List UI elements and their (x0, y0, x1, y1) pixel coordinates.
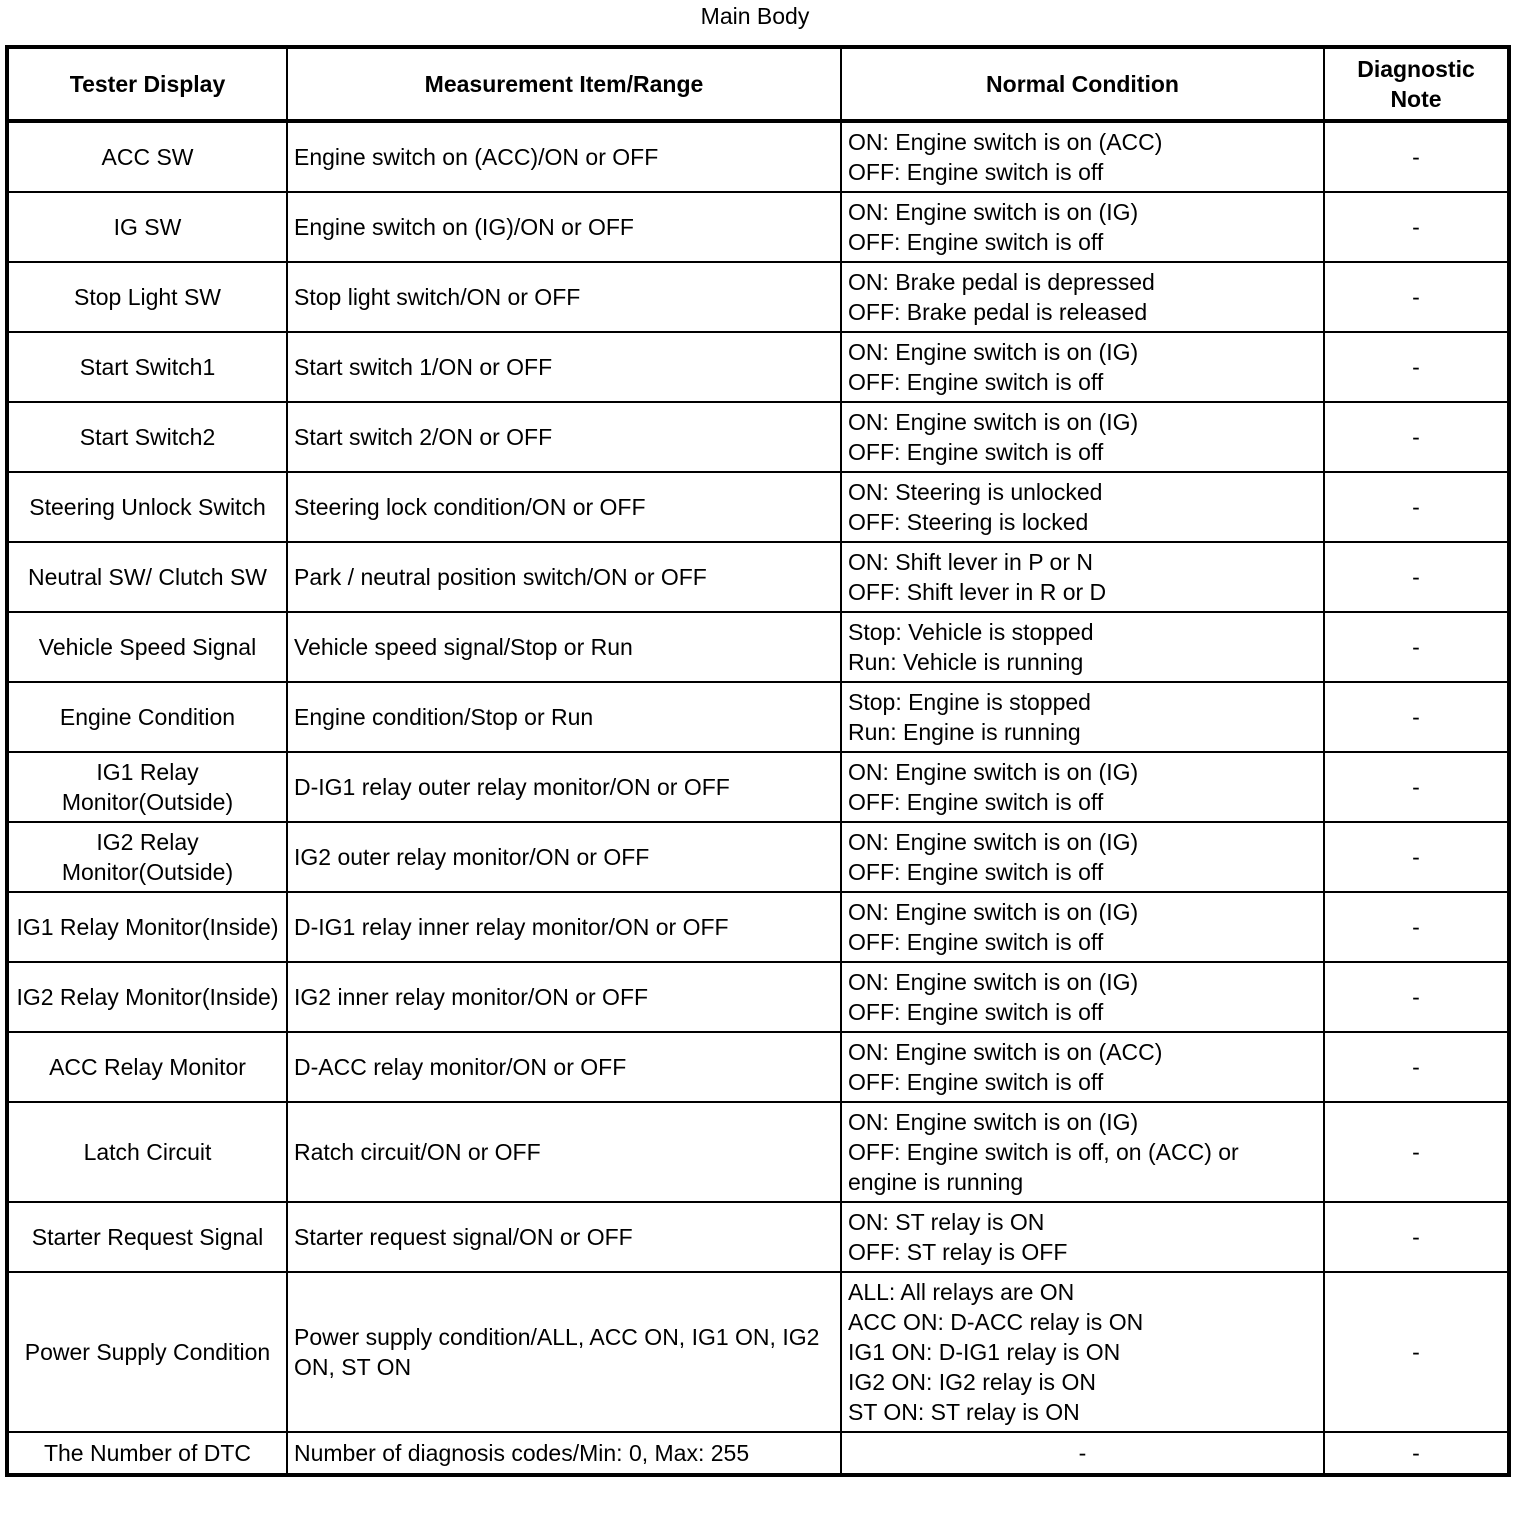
normal-condition-cell (841, 192, 1324, 262)
measurement-item-cell: IG2 outer relay monitor/ON or OFF (287, 822, 841, 892)
condition-line: OFF: Engine switch is off (848, 439, 1104, 465)
measurement-item-cell: D-IG1 relay inner relay monitor/ON or OFF (287, 892, 841, 962)
measurement-item-cell: Ratch circuit/ON or OFF (287, 1102, 841, 1202)
tester-display-cell: IG2 Relay Monitor(Inside) (7, 962, 287, 1032)
diagnostic-note-cell: - (1324, 1272, 1509, 1432)
condition-line: ON: Engine switch is on (IG) (848, 409, 1139, 435)
condition-line: - (1078, 1440, 1087, 1466)
tester-display-cell: Latch Circuit (7, 1102, 287, 1202)
normal-condition-cell (841, 682, 1324, 752)
condition-line: ON: Engine switch is on (IG) (848, 899, 1139, 925)
condition-line: IG2 ON: IG2 relay is ON (848, 1369, 1096, 1395)
table-body (7, 121, 1509, 1475)
normal-condition-cell (841, 1202, 1324, 1272)
header-diagnostic-note-line2: Note (1390, 86, 1442, 112)
condition-line: ON: Engine switch is on (IG) (848, 759, 1139, 785)
table-caption: Main Body (700, 3, 810, 29)
table-row (7, 402, 1509, 472)
condition-line: Stop: Engine is stopped (848, 689, 1091, 715)
normal-condition-cell (841, 1032, 1324, 1102)
table-row (7, 1272, 1509, 1432)
normal-condition-cell (841, 1102, 1324, 1202)
table-row (7, 1432, 1509, 1475)
header-tester-display: Tester Display (7, 47, 287, 121)
condition-line: OFF: ST relay is OFF (848, 1239, 1068, 1265)
header-normal-condition: Normal Condition (841, 47, 1324, 121)
measurement-item-cell: Vehicle speed signal/Stop or Run (287, 612, 841, 682)
measurement-item-cell: Start switch 1/ON or OFF (287, 332, 841, 402)
measurement-item-cell: Starter request signal/ON or OFF (287, 1202, 841, 1272)
normal-condition-cell (841, 612, 1324, 682)
normal-condition-cell (841, 262, 1324, 332)
condition-line: ON: Brake pedal is depressed (848, 269, 1155, 295)
normal-condition-cell (841, 822, 1324, 892)
header-diagnostic-note (1324, 47, 1509, 121)
measurement-item-cell: IG2 inner relay monitor/ON or OFF (287, 962, 841, 1032)
table-row (7, 892, 1509, 962)
tester-display-cell: IG SW (7, 192, 287, 262)
measurement-item-cell: Steering lock condition/ON or OFF (287, 472, 841, 542)
condition-line: ACC ON: D-ACC relay is ON (848, 1309, 1144, 1335)
condition-line: Run: Vehicle is running (848, 649, 1084, 675)
normal-condition-cell (841, 892, 1324, 962)
measurement-item-cell: Engine switch on (IG)/ON or OFF (287, 192, 841, 262)
diagnostic-note-cell: - (1324, 962, 1509, 1032)
measurement-item-cell: Engine switch on (ACC)/ON or OFF (287, 121, 841, 192)
diagnostic-note-cell: - (1324, 121, 1509, 192)
tester-display-cell: Start Switch1 (7, 332, 287, 402)
diagnostic-note-cell: - (1324, 892, 1509, 962)
tester-display-cell: Vehicle Speed Signal (7, 612, 287, 682)
normal-condition-cell (841, 472, 1324, 542)
diagnostic-note-cell: - (1324, 542, 1509, 612)
table-row (7, 192, 1509, 262)
diagnostic-note-cell: - (1324, 472, 1509, 542)
condition-line: ON: Steering is unlocked (848, 479, 1103, 505)
condition-line: OFF: Brake pedal is released (848, 299, 1148, 325)
tester-display-cell: The Number of DTC (7, 1432, 287, 1475)
header-row (7, 47, 1509, 121)
condition-line: ON: Engine switch is on (IG) (848, 1109, 1139, 1135)
table-row (7, 1102, 1509, 1202)
tester-display-cell: ACC Relay Monitor (7, 1032, 287, 1102)
table-row (7, 682, 1509, 752)
condition-line: OFF: Engine switch is off (848, 229, 1104, 255)
condition-line: ALL: All relays are ON (848, 1279, 1075, 1305)
condition-line: ON: Engine switch is on (IG) (848, 339, 1139, 365)
diagnostic-note-cell: - (1324, 1202, 1509, 1272)
condition-line: OFF: Engine switch is off (848, 789, 1104, 815)
normal-condition-cell (841, 332, 1324, 402)
table-row (7, 472, 1509, 542)
normal-condition-cell (841, 121, 1324, 192)
diagnostic-note-cell: - (1324, 192, 1509, 262)
diagnostic-note-cell: - (1324, 1032, 1509, 1102)
condition-line: OFF: Engine switch is off (848, 1069, 1104, 1095)
tester-display-cell: IG2 Relay Monitor(Outside) (7, 822, 287, 892)
table-row (7, 332, 1509, 402)
measurement-item-cell: D-IG1 relay outer relay monitor/ON or OFF (287, 752, 841, 822)
measurement-item-cell: Number of diagnosis codes/Min: 0, Max: 255 (287, 1432, 841, 1475)
diagnostic-note-cell: - (1324, 822, 1509, 892)
normal-condition-cell (841, 962, 1324, 1032)
diagnostic-note-cell: - (1324, 402, 1509, 472)
normal-condition-cell (841, 402, 1324, 472)
condition-line: ON: Engine switch is on (ACC) (848, 129, 1163, 155)
table-row (7, 962, 1509, 1032)
tester-display-cell: Stop Light SW (7, 262, 287, 332)
measurement-item-cell: Stop light switch/ON or OFF (287, 262, 841, 332)
tester-display-cell: Power Supply Condition (7, 1272, 287, 1432)
table-row (7, 262, 1509, 332)
diagnostic-note-cell: - (1324, 262, 1509, 332)
measurement-item-cell: Start switch 2/ON or OFF (287, 402, 841, 472)
tester-display-cell: Start Switch2 (7, 402, 287, 472)
tester-display-cell: ACC SW (7, 121, 287, 192)
tester-display-cell: Neutral SW/ Clutch SW (7, 542, 287, 612)
condition-line: ON: Engine switch is on (IG) (848, 969, 1139, 995)
condition-line: OFF: Engine switch is off (848, 369, 1104, 395)
table-row (7, 542, 1509, 612)
normal-condition-cell (841, 752, 1324, 822)
condition-line: ST ON: ST relay is ON (848, 1399, 1080, 1425)
condition-line: OFF: Engine switch is off (848, 929, 1104, 955)
diagnostic-note-cell: - (1324, 682, 1509, 752)
condition-line: OFF: Shift lever in R or D (848, 579, 1107, 605)
condition-line: ON: Engine switch is on (ACC) (848, 1039, 1163, 1065)
condition-line: engine is running (848, 1169, 1024, 1195)
data-table (5, 45, 1511, 1477)
normal-condition-cell (841, 542, 1324, 612)
table-row (7, 1032, 1509, 1102)
condition-line: OFF: Engine switch is off (848, 859, 1104, 885)
measurement-item-cell: Engine condition/Stop or Run (287, 682, 841, 752)
condition-line: IG1 ON: D-IG1 relay is ON (848, 1339, 1121, 1365)
condition-line: Stop: Vehicle is stopped (848, 619, 1094, 645)
table-row (7, 121, 1509, 192)
condition-line: ON: Engine switch is on (IG) (848, 829, 1139, 855)
normal-condition-cell (841, 1432, 1324, 1475)
header-diagnostic-note-line1: Diagnostic (1357, 56, 1475, 82)
condition-line: OFF: Engine switch is off, on (ACC) or (848, 1139, 1239, 1165)
condition-line: ON: Engine switch is on (IG) (848, 199, 1139, 225)
tester-display-cell: IG1 Relay Monitor(Inside) (7, 892, 287, 962)
measurement-item-cell: Park / neutral position switch/ON or OFF (287, 542, 841, 612)
tester-display-cell: Starter Request Signal (7, 1202, 287, 1272)
diagnostic-note-cell: - (1324, 612, 1509, 682)
condition-line: OFF: Engine switch is off (848, 999, 1104, 1025)
condition-line: Run: Engine is running (848, 719, 1081, 745)
diagnostic-note-cell: - (1324, 332, 1509, 402)
measurement-item-cell: Power supply condition/ALL, ACC ON, IG1 ON, IG2 ON, ST ON (287, 1272, 841, 1432)
diagnostic-note-cell: - (1324, 1102, 1509, 1202)
table-row (7, 752, 1509, 822)
measurement-item-cell: D-ACC relay monitor/ON or OFF (287, 1032, 841, 1102)
normal-condition-cell (841, 1272, 1324, 1432)
condition-line: OFF: Engine switch is off (848, 159, 1104, 185)
tester-display-cell: Steering Unlock Switch (7, 472, 287, 542)
header-measurement-item: Measurement Item/Range (287, 47, 841, 121)
table-row (7, 1202, 1509, 1272)
diagnostic-note-cell: - (1324, 1432, 1509, 1475)
table-row (7, 612, 1509, 682)
tester-display-cell: IG1 Relay Monitor(Outside) (7, 752, 287, 822)
diagnostic-note-cell: - (1324, 752, 1509, 822)
table-row (7, 822, 1509, 892)
condition-line: OFF: Steering is locked (848, 509, 1089, 535)
condition-line: ON: ST relay is ON (848, 1209, 1045, 1235)
tester-display-cell: Engine Condition (7, 682, 287, 752)
condition-line: ON: Shift lever in P or N (848, 549, 1093, 575)
